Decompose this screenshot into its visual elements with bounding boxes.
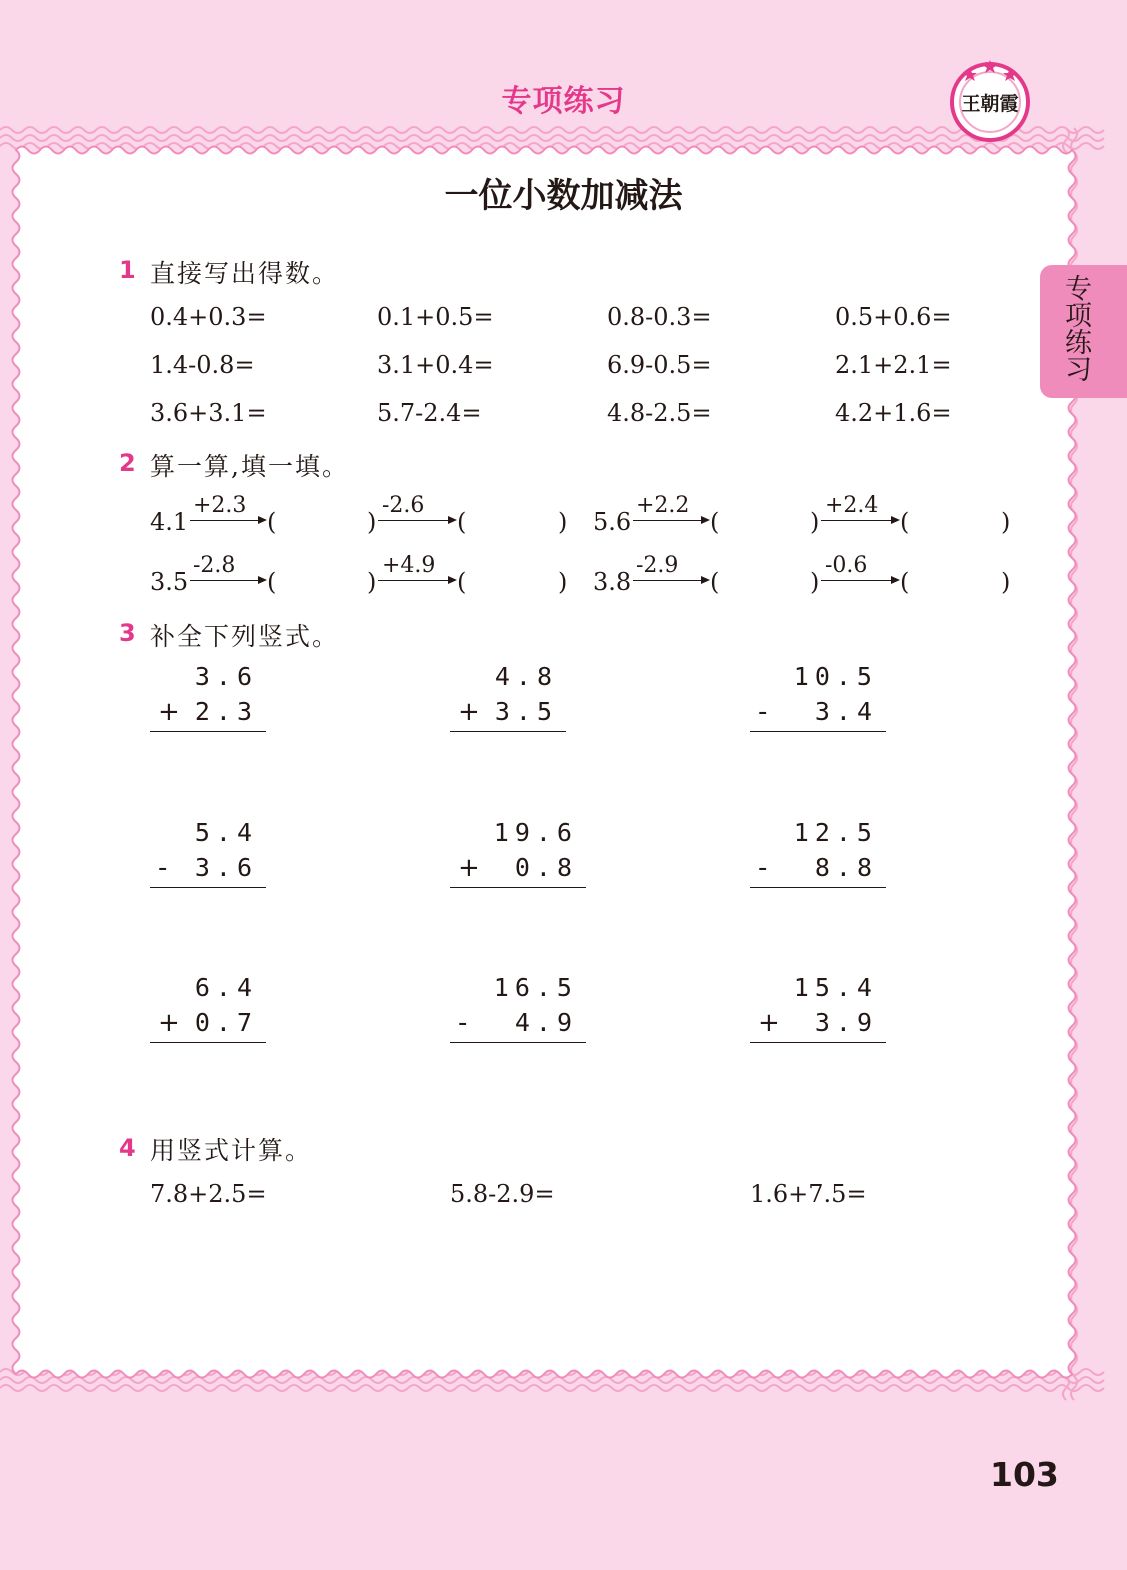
q3-operator: + bbox=[458, 853, 480, 883]
q2-answer-close: ) bbox=[367, 568, 377, 596]
arrow-head-icon bbox=[701, 576, 710, 584]
q2-answer-open: ( bbox=[900, 568, 910, 596]
q2-answer-open: ( bbox=[267, 508, 277, 536]
q3-bottom-number: 4.9 bbox=[514, 1008, 578, 1037]
q3-bottom-number: 3.4 bbox=[814, 697, 878, 726]
q2-arrow bbox=[821, 580, 893, 581]
q2-answer-close: ) bbox=[1001, 568, 1011, 596]
q2-answer-open: ( bbox=[267, 568, 277, 596]
arrow-head-icon bbox=[258, 576, 267, 584]
q1-expression: 0.8-0.3= bbox=[607, 303, 712, 331]
q3-operator: + bbox=[158, 1008, 180, 1038]
q2-answer-blank[interactable] bbox=[285, 568, 365, 596]
q3-top-number: 16.5 bbox=[493, 973, 578, 1002]
q3-operator: + bbox=[758, 1008, 780, 1038]
q2-answer-open: ( bbox=[457, 508, 467, 536]
q3-bottom-number: 2.3 bbox=[194, 697, 258, 726]
question-4-text: 用竖式计算。 bbox=[150, 1136, 313, 1165]
q3-sum-line bbox=[450, 1042, 586, 1043]
q2-arrow-label: +2.3 bbox=[193, 493, 247, 518]
q4-expression: 5.8-2.9= bbox=[450, 1180, 555, 1208]
brand-logo-text: 王朝霞 bbox=[961, 93, 1019, 115]
q3-top-number: 19.6 bbox=[493, 818, 578, 847]
arrow-head-icon bbox=[448, 516, 457, 524]
q3-operator: + bbox=[158, 697, 180, 727]
arrow-head-icon bbox=[891, 516, 900, 524]
q2-arrow bbox=[633, 520, 703, 521]
q2-answer-blank[interactable] bbox=[475, 568, 555, 596]
q3-top-number: 15.4 bbox=[793, 973, 878, 1002]
brand-logo bbox=[948, 56, 1032, 142]
q3-operator: + bbox=[458, 697, 480, 727]
q3-sum-line bbox=[750, 887, 886, 888]
q3-bottom-number: 3.6 bbox=[194, 853, 258, 882]
q3-sum-line bbox=[750, 731, 886, 732]
page-title: 一位小数加减法 bbox=[444, 176, 683, 216]
q3-sum-line bbox=[150, 1042, 266, 1043]
q2-answer-blank[interactable] bbox=[918, 508, 998, 536]
q3-operator: - bbox=[458, 1008, 468, 1038]
q2-answer-blank[interactable] bbox=[285, 508, 365, 536]
q3-bottom-number: 3.5 bbox=[494, 697, 558, 726]
q1-expression: 0.1+0.5= bbox=[377, 303, 494, 331]
q2-answer-close: ) bbox=[558, 508, 568, 536]
question-3-text: 补全下列竖式。 bbox=[150, 622, 340, 651]
arrow-head-icon bbox=[448, 576, 457, 584]
q2-arrow-label: +2.4 bbox=[825, 493, 879, 518]
q2-arrow bbox=[633, 580, 703, 581]
side-tab-label: 专项练习 bbox=[1060, 274, 1091, 382]
question-3-number: 3 bbox=[119, 619, 136, 647]
q2-answer-blank[interactable] bbox=[475, 508, 555, 536]
q3-top-number: 12.5 bbox=[793, 818, 878, 847]
q2-answer-blank[interactable] bbox=[918, 568, 998, 596]
q2-arrow-label: -2.8 bbox=[193, 553, 236, 578]
q2-answer-open: ( bbox=[710, 568, 720, 596]
q2-answer-open: ( bbox=[457, 568, 467, 596]
q3-answer-area[interactable] bbox=[750, 892, 886, 926]
q2-arrow bbox=[378, 520, 450, 521]
arrow-head-icon bbox=[701, 516, 710, 524]
q2-arrow bbox=[821, 520, 893, 521]
q3-operator: - bbox=[758, 853, 768, 883]
q2-answer-close: ) bbox=[367, 508, 377, 536]
q2-start-value: 3.8 bbox=[593, 568, 632, 596]
question-2-text: 算一算,填一填。 bbox=[150, 452, 349, 481]
q3-bottom-number: 8.8 bbox=[814, 853, 878, 882]
q3-operator: - bbox=[158, 853, 168, 883]
q3-answer-area[interactable] bbox=[450, 736, 566, 770]
q3-answer-area[interactable] bbox=[150, 1047, 266, 1081]
q3-operator: - bbox=[758, 697, 768, 727]
q2-arrow bbox=[190, 520, 260, 521]
q3-answer-area[interactable] bbox=[750, 1047, 886, 1081]
q2-arrow-label: -0.6 bbox=[825, 553, 868, 578]
q1-expression: 3.1+0.4= bbox=[377, 351, 494, 379]
q2-arrow bbox=[190, 580, 260, 581]
header-title: 专项练习 bbox=[501, 84, 626, 119]
q2-answer-close: ) bbox=[558, 568, 568, 596]
q1-expression: 2.1+2.1= bbox=[835, 351, 952, 379]
q1-expression: 3.6+3.1= bbox=[150, 399, 267, 427]
q1-expression: 4.8-2.5= bbox=[607, 399, 712, 427]
question-4-number: 4 bbox=[119, 1134, 136, 1162]
q1-expression: 6.9-0.5= bbox=[607, 351, 712, 379]
q2-arrow-label: -2.6 bbox=[382, 493, 425, 518]
q2-answer-close: ) bbox=[810, 568, 820, 596]
q2-answer-close: ) bbox=[1001, 508, 1011, 536]
q1-expression: 0.5+0.6= bbox=[835, 303, 952, 331]
q2-arrow-label: +4.9 bbox=[382, 553, 436, 578]
question-1-number: 1 bbox=[119, 256, 136, 284]
q1-expression: 1.4-0.8= bbox=[150, 351, 255, 379]
q2-start-value: 4.1 bbox=[150, 508, 189, 536]
q2-answer-close: ) bbox=[810, 508, 820, 536]
q3-answer-area[interactable] bbox=[150, 892, 266, 926]
q2-start-value: 5.6 bbox=[593, 508, 632, 536]
q3-sum-line bbox=[750, 1042, 886, 1043]
q3-sum-line bbox=[450, 731, 566, 732]
q4-expression: 7.8+2.5= bbox=[150, 1180, 267, 1208]
question-2-number: 2 bbox=[119, 449, 136, 477]
q4-expression: 1.6+7.5= bbox=[750, 1180, 867, 1208]
q3-bottom-number: 3.9 bbox=[814, 1008, 878, 1037]
q3-bottom-number: 0.8 bbox=[514, 853, 578, 882]
q3-top-number: 5.4 bbox=[194, 818, 258, 847]
q2-answer-open: ( bbox=[710, 508, 720, 536]
q2-start-value: 3.5 bbox=[150, 568, 189, 596]
q1-expression: 4.2+1.6= bbox=[835, 399, 952, 427]
q1-expression: 5.7-2.4= bbox=[377, 399, 482, 427]
q2-answer-blank[interactable] bbox=[728, 568, 808, 596]
q3-top-number: 6.4 bbox=[194, 973, 258, 1002]
q3-answer-area[interactable] bbox=[450, 892, 586, 926]
q3-sum-line bbox=[450, 887, 586, 888]
q2-arrow-label: -2.9 bbox=[636, 553, 679, 578]
q3-answer-area[interactable] bbox=[150, 736, 266, 770]
q2-arrow bbox=[378, 580, 450, 581]
q3-sum-line bbox=[150, 731, 266, 732]
page-number: 103 bbox=[990, 1455, 1059, 1494]
q3-answer-area[interactable] bbox=[750, 736, 886, 770]
q2-arrow-label: +2.2 bbox=[636, 493, 690, 518]
q3-answer-area[interactable] bbox=[450, 1047, 586, 1081]
q3-top-number: 4.8 bbox=[494, 662, 558, 691]
q2-answer-open: ( bbox=[900, 508, 910, 536]
q2-answer-blank[interactable] bbox=[728, 508, 808, 536]
q1-expression: 0.4+0.3= bbox=[150, 303, 267, 331]
arrow-head-icon bbox=[891, 576, 900, 584]
arrow-head-icon bbox=[258, 516, 267, 524]
q3-top-number: 10.5 bbox=[793, 662, 878, 691]
q3-top-number: 3.6 bbox=[194, 662, 258, 691]
q3-sum-line bbox=[150, 887, 266, 888]
question-1-text: 直接写出得数。 bbox=[150, 259, 340, 288]
q3-bottom-number: 0.7 bbox=[194, 1008, 258, 1037]
